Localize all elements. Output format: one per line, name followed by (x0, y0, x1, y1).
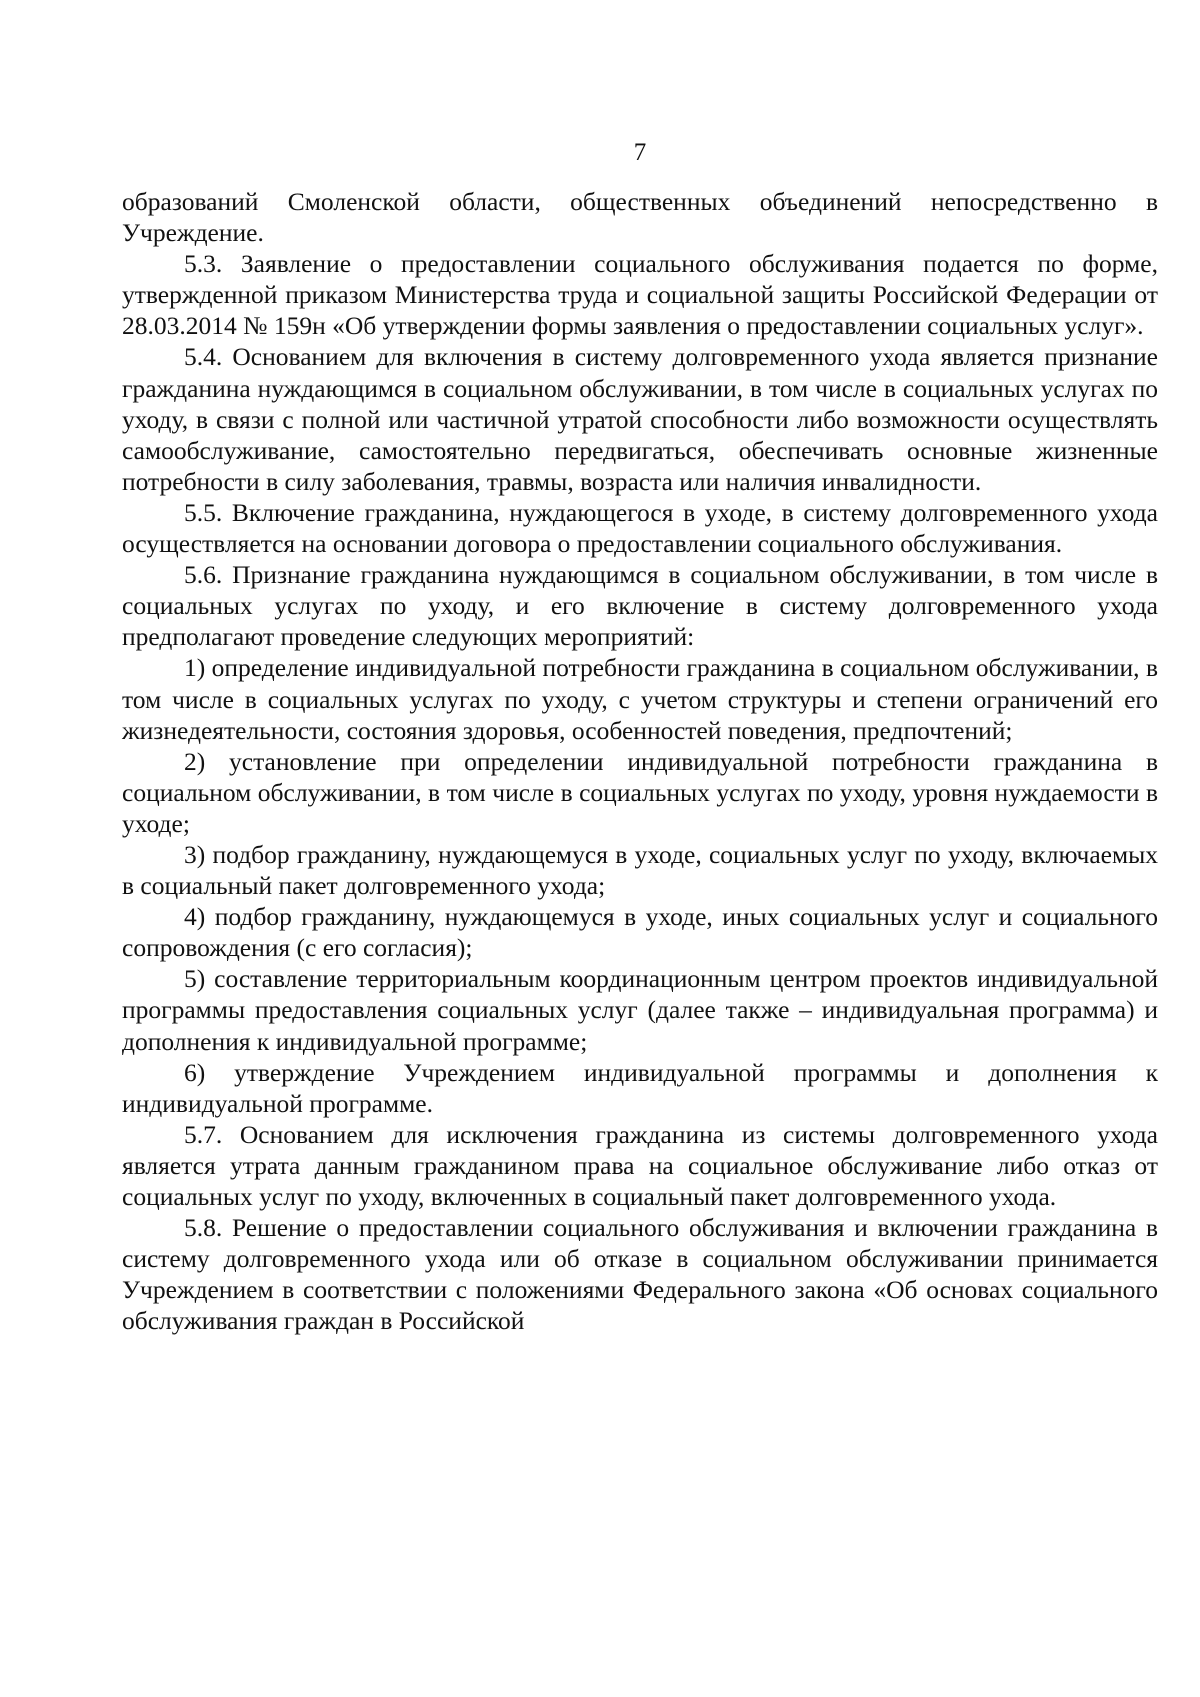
paragraph-5-6: 5.6. Признание гражданина нуждающимся в социальном обслуживании, в том числе в социальных услугах по уходу, и его включение в систему долговременного ухода предполагают проведение следующих мероприятий: (122, 560, 1158, 652)
paragraph-5-3: 5.3. Заявление о предоставлении социального обслуживания подается по форме, утвержденной приказом Министерства труда и социальной защиты Российской Федерации от 28.03.2014 № 159н «Об утверждении формы заявления о предоставлении социальных услуг». (122, 249, 1158, 341)
list-item-5: 5) составление территориальным координационным центром проектов индивидуальной программы предоставления социальных услуг (далее также – индивидуальная программа) и дополнения к индивидуальной программе; (122, 964, 1158, 1056)
paragraph-5-8: 5.8. Решение о предоставлении социального обслуживания и включении гражданина в систему долговременного ухода или об отказе в социальном обслуживании принимается Учреждением в соответствии с положениями Федерального закона «Об основах социального обслуживания граждан в Российской (122, 1213, 1158, 1336)
list-item-1: 1) определение индивидуальной потребности гражданина в социальном обслуживании, в том числе в социальных услугах по уходу, с учетом структуры и степени ограничений его жизнедеятельности, состояния здоровья, особенностей поведения, предпочтений; (122, 653, 1158, 745)
list-item-4: 4) подбор гражданину, нуждающемуся в уходе, иных социальных услуг и социального сопровождения (с его согласия); (122, 902, 1158, 963)
list-item-2: 2) установление при определении индивидуальной потребности гражданина в социальном обслуживании, в том числе в социальных услугах по уходу, уровня нуждаемости в уходе; (122, 746, 1158, 838)
paragraph-5-7: 5.7. Основанием для исключения гражданина из системы долговременного ухода является утрата данным гражданином права на социальное обслуживание либо отказ от социальных услуг по уходу, включенных в социальный пакет долговременного ухода. (122, 1119, 1158, 1211)
paragraph-continuation: образований Смоленской области, общественных объединений непосредственно в Учреждение. (122, 187, 1158, 248)
paragraph-5-4: 5.4. Основанием для включения в систему долговременного ухода является признание гражданина нуждающимся в социальном обслуживании, в том числе в социальных услугах по уходу, в связи с полной или частичной утратой способности либо возможности осуществлять самообслуживание, самостоятельно передвигаться, обеспечивать основные жизненные потребности в силу заболевания, травмы, возраста или наличия инвалидности. (122, 342, 1158, 496)
paragraph-5-5: 5.5. Включение гражданина, нуждающегося в уходе, в систему долговременного ухода осуществляется на основании договора о предоставлении социального обслуживания. (122, 497, 1158, 559)
page-number: 7 (633, 139, 647, 166)
list-item-6: 6) утверждение Учреждением индивидуальной программы и дополнения к индивидуальной программе. (122, 1057, 1158, 1118)
document-body (122, 186, 1158, 1336)
list-item-3: 3) подбор гражданину, нуждающемуся в уходе, социальных услуг по уходу, включаемых в социальный пакет долговременного ухода; (122, 839, 1158, 901)
